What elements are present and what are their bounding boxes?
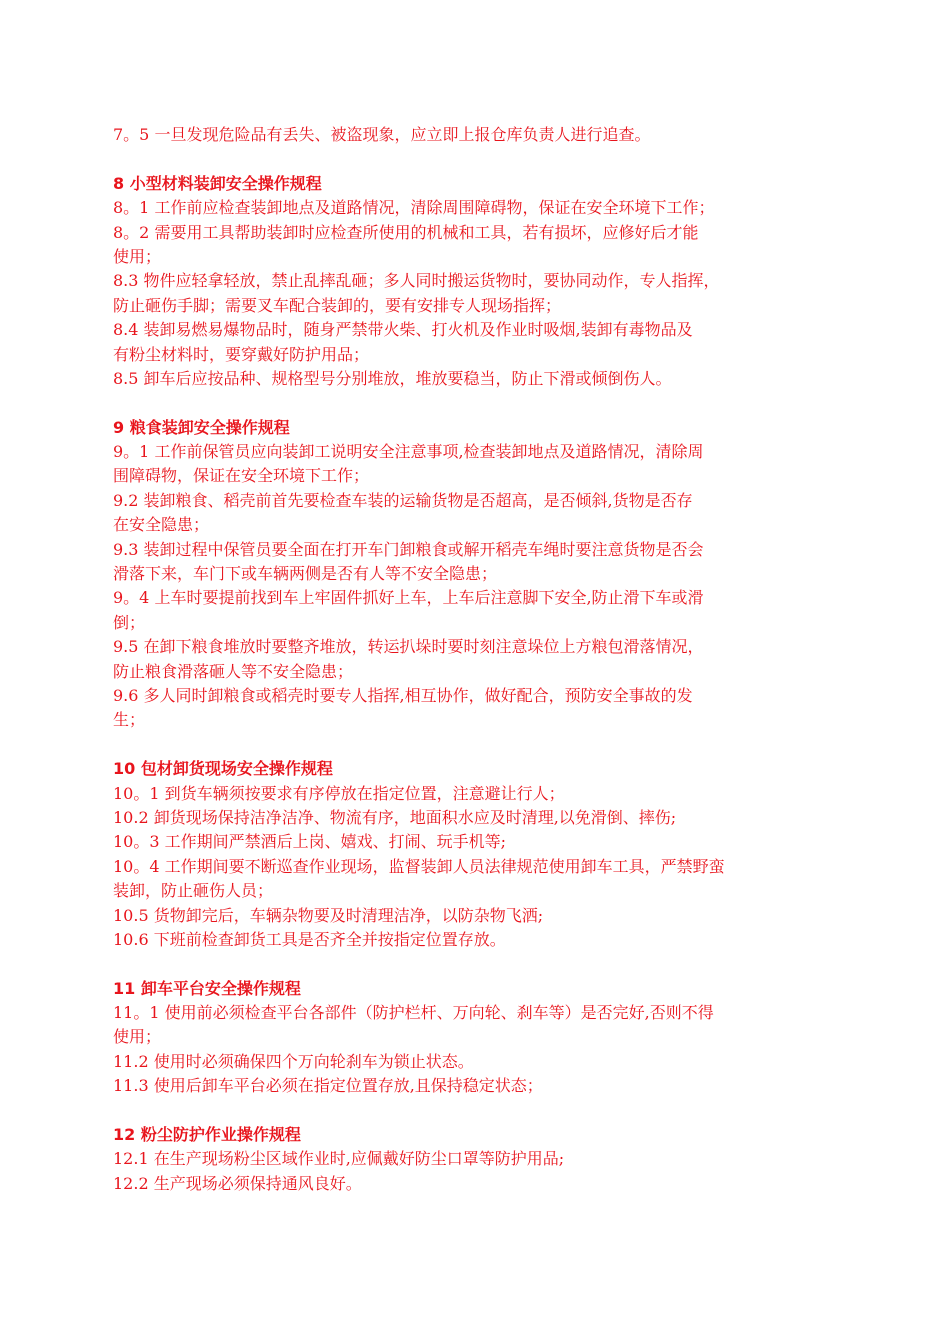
text-line: 9.5 在卸下粮食堆放时要整齐堆放，转运扒垛时要时刻注意垛位上方粮包滑落情况， [113, 637, 704, 657]
text-line: 9。1 工作前保管员应向装卸工说明安全注意事项,检查装卸地点及道路情况，清除周 [113, 442, 704, 462]
paragraph-gap [113, 391, 843, 415]
text-line: 有粉尘材料时，要穿戴好防护用品； [113, 344, 370, 364]
text-line: 滑落下来，车门下或车辆两侧是否有人等不安全隐患； [113, 564, 498, 584]
text-line: 10.6 下班前检查卸货工具是否齐全并按指定位置存放。 [113, 929, 506, 949]
text-line: 8。2 需要用工具帮助装卸时应检查所使用的机械和工具，若有损坏，应修好后才能 [113, 222, 699, 242]
text-line: 11.2 使用时必须确保四个万向轮刹车为锁止状态。 [113, 1051, 474, 1071]
text-line: 使用； [113, 246, 162, 266]
text-line: 12.1 在生产现场粉尘区域作业时,应佩戴好防尘口罩等防护用品; [113, 1149, 565, 1169]
text-line: 生； [113, 710, 146, 730]
text-line: 9。4 上车时要提前找到车上牢固件抓好上车，上车后注意脚下安全,防止滑下车或滑 [113, 588, 704, 608]
document-body [113, 123, 843, 1196]
section-heading: 10 包材卸货现场安全操作规程 [113, 759, 333, 779]
text-line: 10.5 货物卸完后，车辆杂物要及时清理洁净，以防杂物飞洒; [113, 905, 544, 925]
text-line: 10。3 工作期间严禁酒后上岗、嬉戏、打闹、玩手机等; [113, 832, 507, 852]
text-line: 7。5 一旦发现危险品有丢失、被盗现象，应立即上报仓库负责人进行追查。 [113, 125, 651, 144]
text-line: 9.6 多人同时卸粮食或稻壳时要专人指挥,相互协作，做好配合，预防安全事故的发 [113, 685, 693, 705]
text-line: 10。4 工作期间要不断巡查作业现场，监督装卸人员法律规范使用卸车工具，严禁野蛮 [113, 856, 725, 876]
text-line: 倒； [113, 612, 146, 632]
text-line: 8.3 物件应轻拿轻放，禁止乱摔乱砸；多人同时搬运货物时，要协同动作，专人指挥， [113, 271, 720, 291]
text-line: 10.2 卸货现场保持洁净洁净、物流有序，地面积水应及时清理,以免滑倒、摔伤; [113, 807, 677, 827]
text-line: 围障碍物，保证在安全环境下工作； [113, 466, 370, 486]
text-line: 8。1 工作前应检查装卸地点及道路情况，清除周围障碍物，保证在安全环境下工作； [113, 198, 715, 218]
text-line: 12.2 生产现场必须保持通风良好。 [113, 1173, 362, 1193]
text-line: 8.5 卸车后应按品种、规格型号分别堆放，堆放要稳当，防止下滑或倾倒伤人。 [113, 368, 672, 388]
text-line: 11。1 使用前必须检查平台各部件（防护栏杆、万向轮、刹车等）是否完好,否则不得 [113, 1003, 714, 1023]
paragraph-gap [113, 1099, 843, 1123]
section-heading: 12 粉尘防护作业操作规程 [113, 1125, 301, 1145]
text-line: 8.4 装卸易燃易爆物品时，随身严禁带火柴、打火机及作业时吸烟,装卸有毒物品及 [113, 320, 693, 340]
paragraph-gap [113, 147, 843, 171]
text-line: 使用； [113, 1027, 162, 1047]
paragraph-gap [113, 733, 843, 757]
text-line: 11.3 使用后卸车平台必须在指定位置存放,且保持稳定状态； [113, 1076, 543, 1096]
text-line: 9.2 装卸粮食、稻壳前首先要检查车装的运输货物是否超高，是否倾斜,货物是否存 [113, 490, 693, 510]
text-line: 10。1 到货车辆须按要求有序停放在指定位置，注意避让行人； [113, 783, 565, 803]
text-line: 9.3 装卸过程中保管员要全面在打开车门卸粮食或解开稻壳车绳时要注意货物是否会 [113, 539, 704, 559]
section-heading: 8 小型材料装卸安全操作规程 [113, 173, 322, 193]
text-line: 防止粮食滑落砸人等不安全隐患； [113, 661, 354, 681]
section-heading: 9 粮食装卸安全操作规程 [113, 417, 290, 437]
paragraph-gap [113, 952, 843, 976]
text-line: 装卸，防止砸伤人员； [113, 881, 274, 901]
text-line: 防止砸伤手脚；需要叉车配合装卸的，要有安排专人现场指挥； [113, 295, 562, 315]
section-heading: 11 卸车平台安全操作规程 [113, 978, 301, 998]
text-line: 在安全隐患； [113, 515, 210, 535]
